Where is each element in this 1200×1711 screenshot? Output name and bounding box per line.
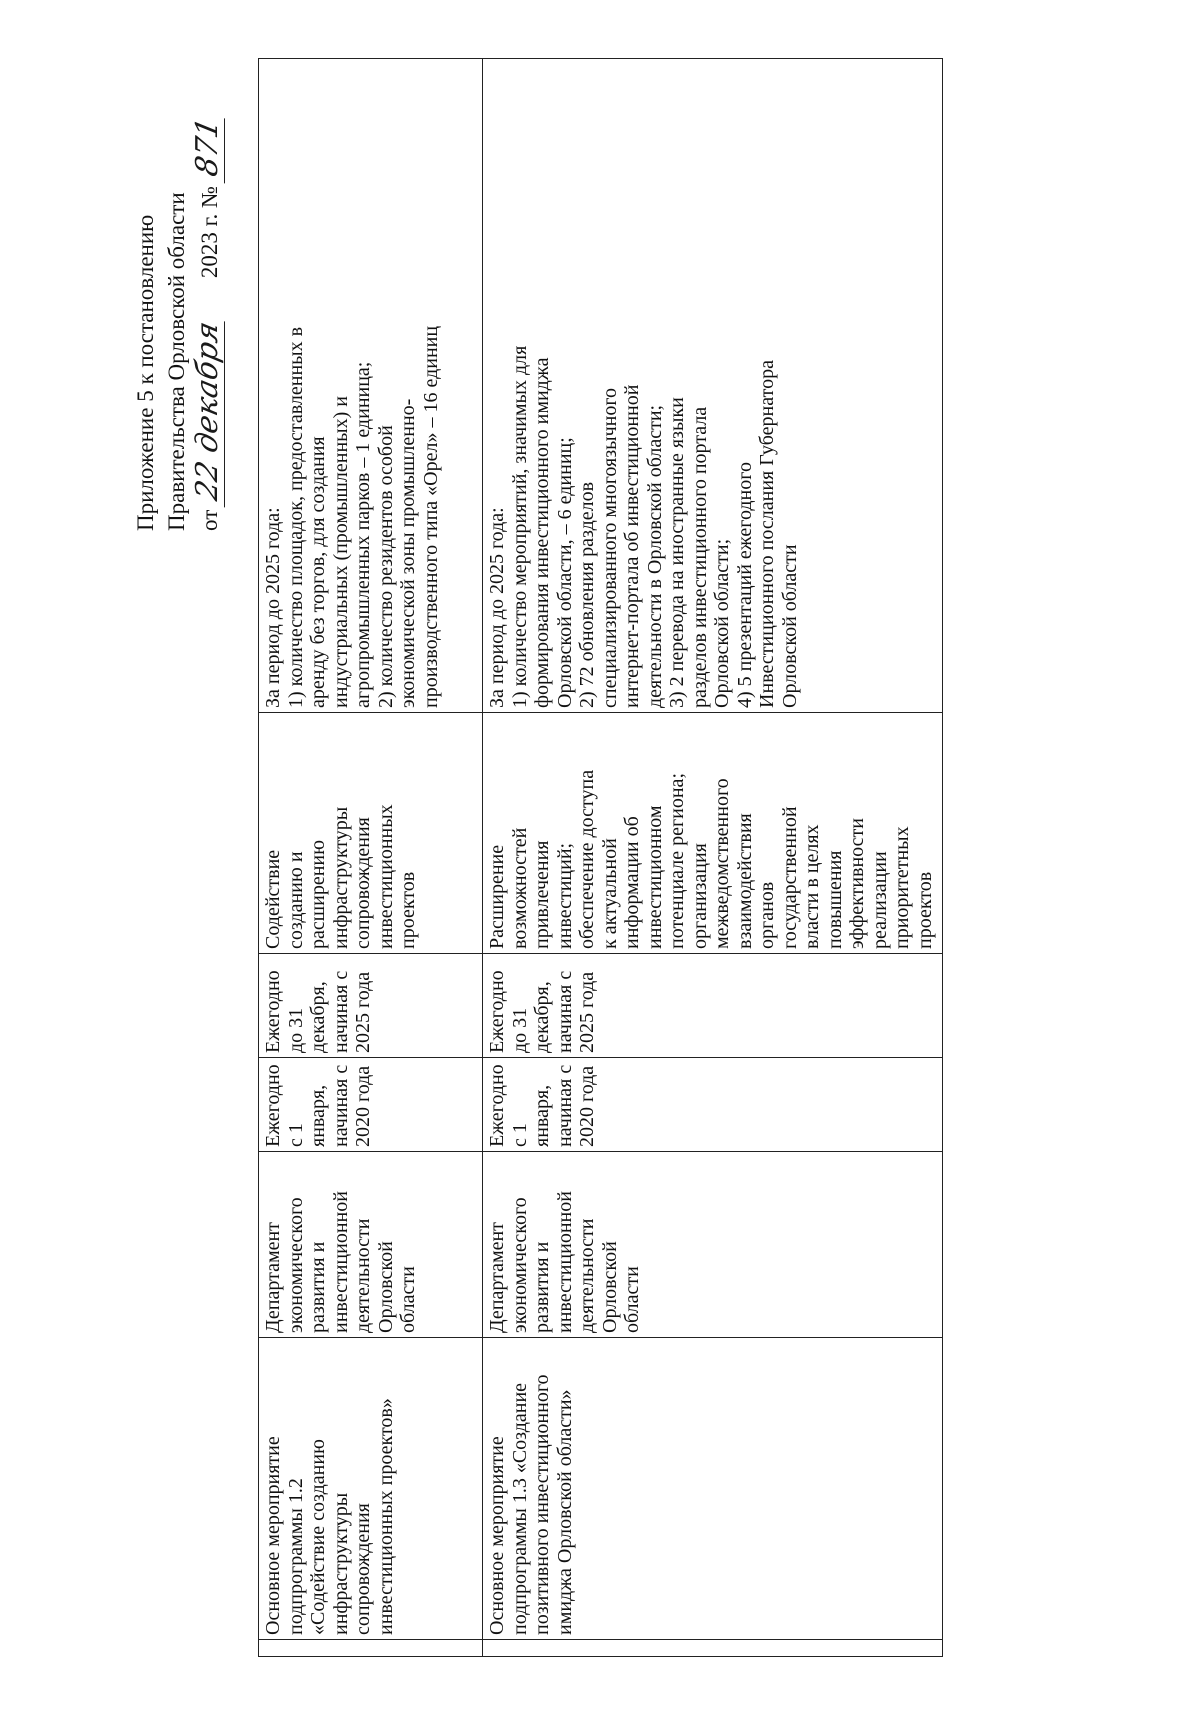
measure-name-cell: Основное мероприятие подпрограммы 1.2 «Содействие созданию инфраструктуры сопровождения инвестиционных проектов» xyxy=(259,1338,483,1640)
table-row xyxy=(483,59,943,1657)
header-appendix-line: Приложение 5 к постановлению xyxy=(133,214,158,531)
executor-cell: Департамент экономического развития и инвестиционной деятельности Орловской области xyxy=(259,1152,483,1338)
end-date-cell: Ежегодно до 31 декабря, начиная с 2025 года xyxy=(259,954,483,1058)
expected-result-cell: Содействие созданию и расширению инфраструктуры сопровождения инвестиционных проектов xyxy=(259,713,483,954)
header-government-line: Правительства Орловской области xyxy=(164,192,189,531)
expected-result-cell: Расширение возможностей привлечения инвестиций; обеспечение доступа к актуальной информации об инвестиционном потенциале региона; организация межведомственного взаимодействия органов государственной власти в целях повышения эффективности реализации приоритетных проектов xyxy=(483,713,943,954)
document-header xyxy=(130,11,225,531)
handwritten-date: 22 декабря xyxy=(192,315,225,508)
executor-cell: Департамент экономического развития и инвестиционной деятельности Орловской области xyxy=(483,1152,943,1338)
indicators-cell: За период до 2025 года: 1) количество площадок, предоставленных в аренду без торгов, для создания индустриальных (промышленных) и агропромышленных парков – 1 единица; 2) количество резидентов особой экономической зоны промышленно- производственного типа «Орел» – 16 единиц xyxy=(259,59,483,713)
handwritten-number: 871 xyxy=(192,111,225,183)
end-date-cell: Ежегодно до 31 декабря, начиная с 2025 года xyxy=(483,954,943,1058)
indicators-cell: За период до 2025 года: 1) количество мероприятий, значимых для формирования инвестиционного имиджа Орловской области, – 6 единиц; 2) 72 обновления разделов специализированного многоязычного интернет-портала об инвестиционной деятельности в Орловской области; 3) 2 перевода на иностранные языки разделов инвестиционного портала Орловской области; 4) 5 презентаций ежегодного Инвестиционного послания Губернатора Орловской области xyxy=(483,59,943,713)
row-number-cell xyxy=(259,1640,483,1657)
header-prefix: от xyxy=(197,509,222,531)
row-number-cell xyxy=(483,1640,943,1657)
table-row xyxy=(259,59,483,1657)
measure-name-cell: Основное мероприятие подпрограммы 1.3 «Создание позитивного инвестиционного имиджа Орловской области» xyxy=(483,1338,943,1640)
start-date-cell: Ежегодно с 1 января, начиная с 2020 года xyxy=(483,1058,943,1152)
measures-table xyxy=(258,58,943,1657)
start-date-cell: Ежегодно с 1 января, начиная с 2020 года xyxy=(259,1058,483,1152)
header-year-number-label: 2023 г. № xyxy=(197,186,222,279)
header-date-number-line xyxy=(192,11,225,531)
